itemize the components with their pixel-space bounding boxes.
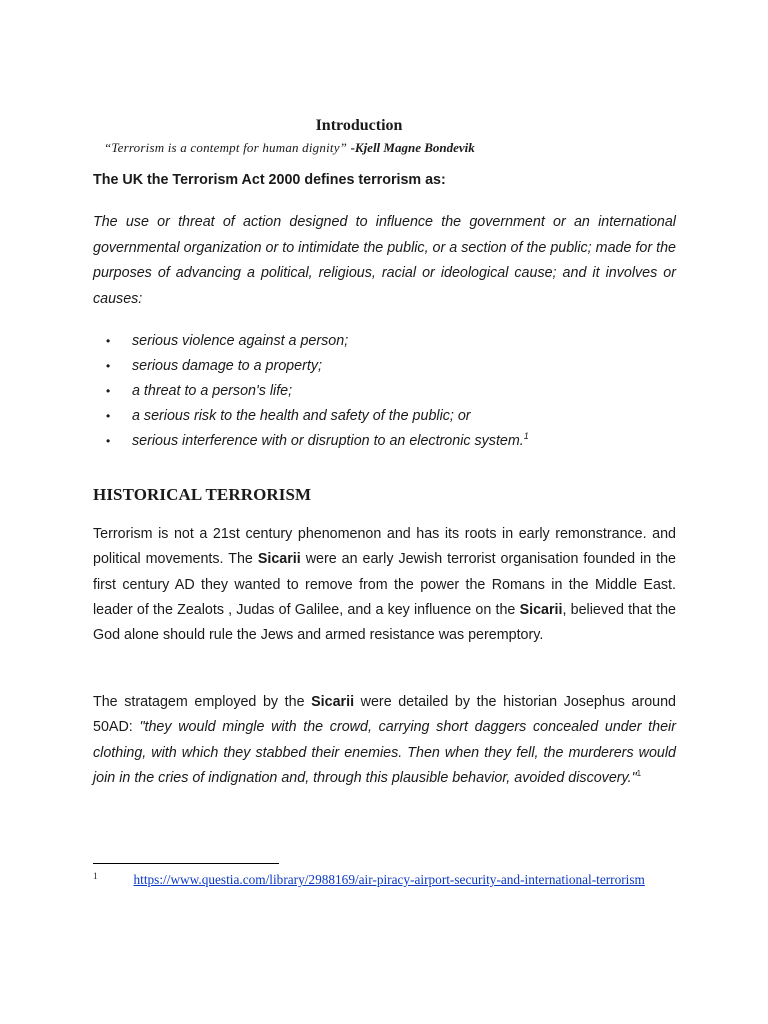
list-item-text: a threat to a person's life; xyxy=(132,383,293,399)
list-item xyxy=(93,329,676,354)
footnote-ref[interactable]: 1 xyxy=(523,431,529,441)
page-title: Introduction xyxy=(315,117,403,134)
paragraph-text: were detailed by the historian Josephus around 50AD: xyxy=(93,694,677,736)
list-item xyxy=(93,354,676,379)
list-item xyxy=(93,379,676,404)
emphasis-sicarii: Sicarii xyxy=(311,694,355,710)
footnote-divider xyxy=(93,863,279,864)
bullet-marker: • xyxy=(106,334,111,348)
definition-text: The use or threat of action designed to influence the government or an international governmental organization or to intimidate the public, or a section of the public; made for the purposes of advancing a political, religious, racial or ideological cause; and it involves or causes: xyxy=(93,214,676,307)
definition-lead: The UK the Terrorism Act 2000 defines terrorism as: xyxy=(93,172,446,188)
emphasis-sicarii: Sicarii xyxy=(519,601,563,618)
footnote xyxy=(93,869,676,890)
list-item xyxy=(93,429,676,454)
section-heading: HISTORICAL TERRORISM xyxy=(93,485,312,504)
footnote-number: 1 xyxy=(93,871,98,881)
paragraph-text: The stratagem employed by the xyxy=(93,694,312,710)
footnote-ref[interactable]: 1 xyxy=(636,768,642,778)
epigraph-author: -Kjell Magne Bondevik xyxy=(350,140,475,155)
emphasis-sicarii: Sicarii xyxy=(257,551,301,568)
list-item xyxy=(93,404,676,429)
bullet-marker: • xyxy=(106,359,111,373)
epigraph xyxy=(104,140,475,156)
paragraph-text: , believed that the God alone should rule the Jews and armed resistance was peremptory. xyxy=(93,601,676,644)
josephus-quote: "they would mingle with the crowd, carrying short daggers concealed under their clothing, with which they stabbed their enemies. Then when they fell, the murderers would join in the cries of indignation and, through this plausible behavior, avoided discovery." xyxy=(93,719,676,786)
bullet-marker: • xyxy=(106,434,111,448)
paragraph-stratagem xyxy=(93,690,676,791)
bullet-marker: • xyxy=(106,409,111,423)
footnote-link[interactable]: https://www.questia.com/library/2988169/air-piracy-airport-security-and-international-terrorism xyxy=(133,872,645,887)
list-item-text: serious violence against a person; xyxy=(132,333,349,349)
list-item-text: serious damage to a property; xyxy=(132,358,322,374)
epigraph-quote: “Terrorism is a contempt for human dignity” xyxy=(104,140,351,155)
paragraph-history xyxy=(93,522,676,648)
paragraph-text: were an early Jewish terrorist organisation founded in the first century AD they wanted to remove from the power the Romans in the Middle East. leader of the Zealots , Judas of Galilee, and a key influence on the xyxy=(93,551,676,618)
paragraph-text: Terrorism is not a 21st century phenomenon and has its roots in early remonstrance. and political movements. The xyxy=(93,526,676,568)
bullet-marker: • xyxy=(106,384,111,398)
list-item-text: a serious risk to the health and safety of the public; or xyxy=(132,408,471,424)
definition-bullet-list xyxy=(93,329,676,454)
list-item-text: serious interference with or disruption to an electronic system. xyxy=(132,433,524,449)
